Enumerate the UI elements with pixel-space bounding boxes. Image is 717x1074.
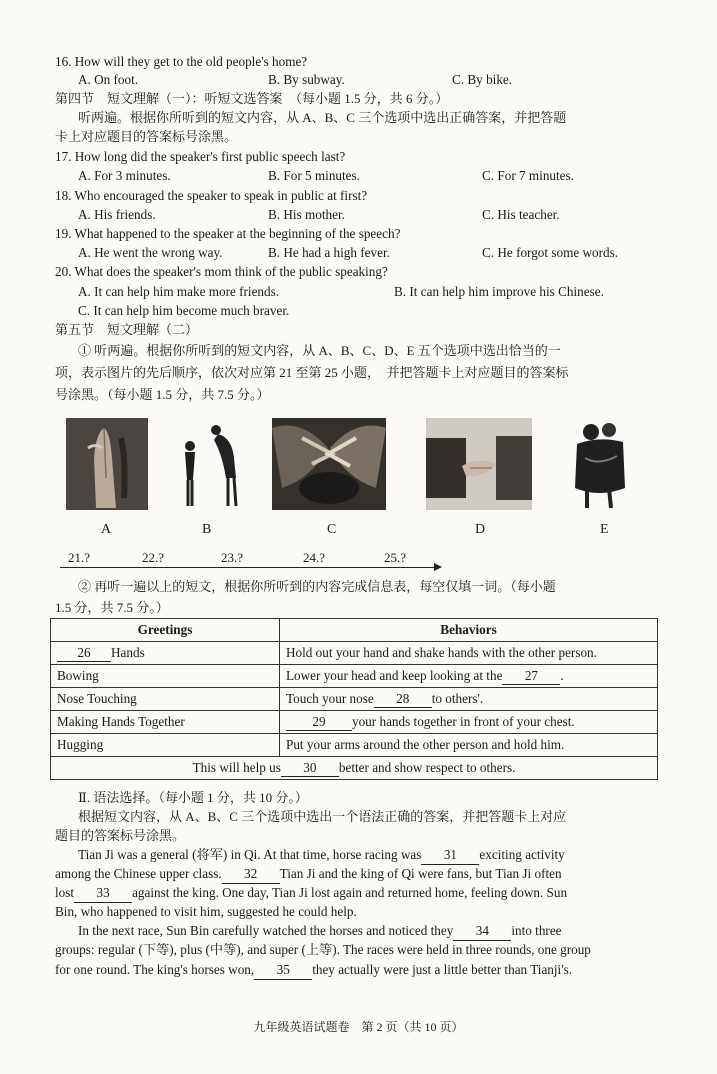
- question-17-option-a[interactable]: A. For 3 minutes.: [78, 168, 171, 183]
- greeting-cell: Bowing: [51, 665, 280, 688]
- section-4-title: 第四节 短文理解（一）：听短文选答案 （每小题 1.5 分，共 6 分。）: [55, 91, 449, 106]
- question-19-option-a[interactable]: A. He went the wrong way.: [78, 245, 223, 260]
- sequence-24[interactable]: 24.?: [303, 550, 326, 565]
- blank-30[interactable]: 30: [281, 760, 339, 777]
- table-header-row: [51, 619, 658, 642]
- picture-a-hands-together: [66, 418, 148, 510]
- greeting-cell: Making Hands Together: [51, 711, 280, 734]
- question-18-stem: 18. Who encouraged the speaker to speak in public at first?: [55, 188, 368, 203]
- behavior-cell: Hold out your hand and shake hands with the other person.: [280, 642, 658, 665]
- blank-31[interactable]: 31: [421, 846, 479, 865]
- behavior-text: Touch your nose: [286, 690, 374, 706]
- picture-b-bowing: [170, 418, 252, 510]
- blank-28[interactable]: 28: [374, 691, 432, 708]
- info-table: [50, 618, 658, 780]
- behavior-text-end: .: [560, 667, 564, 683]
- footer-text-end: better and show respect to others.: [338, 759, 516, 775]
- section-ii-title: Ⅱ. 语法选择。（每小题 1 分，共 10 分。）: [78, 790, 308, 805]
- sequence-arrow-head-icon: [434, 563, 442, 571]
- passage-text: for one round. The king's horses won,: [55, 962, 255, 977]
- passage-text: into three: [511, 923, 562, 938]
- greeting-cell: [51, 642, 280, 665]
- question-17-option-c[interactable]: C. For 7 minutes.: [482, 168, 574, 183]
- picture-label-e: E: [600, 522, 609, 537]
- passage-text: they actually were just a little better than Tianji's.: [312, 962, 573, 977]
- blank-27[interactable]: 27: [502, 668, 560, 685]
- section-5-instruction-2: 项，表示图片的先后顺序，依次对应第 21 至第 25 小题， 并把答题卡上对应题目的答案标: [55, 365, 569, 380]
- passage-line-7: [55, 961, 572, 980]
- passage-text: lost: [55, 885, 75, 900]
- table-row: [51, 642, 658, 665]
- question-16-option-c[interactable]: C. By bike.: [452, 72, 513, 87]
- question-18-option-c[interactable]: C. His teacher.: [482, 207, 560, 222]
- greeting-cell: Nose Touching: [51, 688, 280, 711]
- question-20-option-b[interactable]: B. It can help him improve his Chinese.: [394, 284, 604, 299]
- behavior-cell: [280, 711, 658, 734]
- passage-line-3: [55, 884, 567, 903]
- question-16-option-b[interactable]: B. By subway.: [268, 72, 345, 87]
- table-row: [51, 688, 658, 711]
- blank-32[interactable]: 32: [222, 865, 280, 884]
- sequence-25[interactable]: 25.?: [384, 550, 407, 565]
- blank-29[interactable]: 29: [286, 714, 352, 731]
- blank-33[interactable]: 33: [74, 884, 132, 903]
- question-20-option-c[interactable]: C. It can help him become much braver.: [78, 303, 290, 318]
- footer-text: This will help us: [192, 759, 281, 775]
- picture-c-nose-touching: [272, 418, 386, 510]
- picture-label-d: D: [475, 522, 486, 537]
- section-ii-instruction: 根据短文内容，从 A、B、C 三个选项中选出一个语法正确的答案，并把答题卡上对应: [78, 809, 567, 824]
- section-5-title: 第五节 短文理解（二）: [55, 322, 199, 337]
- section-4-instruction: 听两遍。根据你所听到的短文内容，从 A、B、C 三个选项中选出正确答案，并把答题: [78, 110, 567, 125]
- sequence-23[interactable]: 23.?: [221, 550, 244, 565]
- blank-34[interactable]: 34: [453, 922, 511, 941]
- question-17-option-b[interactable]: B. For 5 minutes.: [268, 168, 360, 183]
- part-2-instruction-1: ② 再听一遍以上的短文，根据你所听到的内容完成信息表，每空仅填一词。（每小题: [78, 579, 556, 594]
- question-20-stem: 20. What does the speaker's mom think of the public speaking?: [55, 264, 388, 279]
- passage-text: among the Chinese upper class.: [55, 866, 222, 881]
- question-16-option-a[interactable]: A. On foot.: [78, 72, 139, 87]
- page-footer: 九年级英语试题卷 第 2 页（共 10 页）: [253, 1020, 464, 1034]
- passage-text: In the next race, Sun Bin carefully watched the horses and noticed they: [78, 923, 454, 938]
- section-5-instruction-1: ① 听两遍。根据你所听到的短文内容，从 A、B、C、D、E 五个选项中选出恰当的一: [78, 343, 561, 358]
- question-16-stem: 16. How will they get to the old people's home?: [55, 54, 308, 69]
- behavior-cell: [280, 665, 658, 688]
- question-19-option-b[interactable]: B. He had a high fever.: [268, 245, 390, 260]
- part-2-instruction-2: 1.5 分，共 7.5 分。）: [55, 600, 169, 615]
- question-18-option-a[interactable]: A. His friends.: [78, 207, 156, 222]
- question-17-stem: 17. How long did the speaker's first public speech last?: [55, 149, 346, 164]
- picture-label-b: B: [202, 522, 212, 537]
- table-row: [51, 711, 658, 734]
- passage-text: against the king. One day, Tian Ji lost again and returned home, feeling down. Sun: [132, 885, 568, 900]
- passage-text: exciting activity: [479, 847, 565, 862]
- behavior-text: Lower your head and keep looking at the: [286, 667, 503, 683]
- sequence-21[interactable]: 21.?: [68, 550, 91, 565]
- behavior-text-end: to others'.: [431, 690, 484, 706]
- section-5-instruction-3: 号涂黑。（每小题 1.5 分，共 7.5 分。）: [55, 387, 270, 402]
- sequence-arrow-line: [60, 567, 438, 568]
- sequence-22[interactable]: 22.?: [142, 550, 165, 565]
- question-19-option-c[interactable]: C. He forgot some words.: [482, 245, 619, 260]
- question-20-option-a[interactable]: A. It can help him make more friends.: [78, 284, 280, 299]
- passage-line-6: groups: regular (下等), plus (中等), and super (上等). The races were held in three rounds, one group: [55, 942, 591, 957]
- passage-line-5: [78, 922, 562, 941]
- behavior-text-end: your hands together in front of your chest.: [352, 713, 575, 729]
- picture-label-c: C: [327, 522, 337, 537]
- question-19-stem: 19. What happened to the speaker at the beginning of the speech?: [55, 226, 401, 241]
- section-ii-instruction-cont: 题目的答案标号涂黑。: [55, 828, 186, 843]
- table-row: [51, 665, 658, 688]
- table-footer-cell: [51, 757, 658, 780]
- blank-26[interactable]: 26: [57, 645, 111, 662]
- picture-label-a: A: [101, 522, 112, 537]
- greeting-text: Hands: [111, 644, 145, 660]
- table-row: [51, 734, 658, 757]
- blank-35[interactable]: 35: [254, 961, 312, 980]
- behavior-cell: [280, 688, 658, 711]
- table-footer-row: [51, 757, 658, 780]
- behavior-cell: Put your arms around the other person and hold him.: [280, 734, 658, 757]
- passage-line-1: [78, 846, 565, 865]
- picture-e-hugging: [565, 418, 635, 510]
- passage-text: Tian Ji and the king of Qi were fans, but Tian Ji often: [279, 866, 562, 881]
- header-behaviors: Behaviors: [280, 619, 658, 642]
- greeting-cell: Hugging: [51, 734, 280, 757]
- picture-d-handshake: [426, 418, 532, 510]
- passage-text: Tian Ji was a general (将军) in Qi. At that time, horse racing was: [78, 847, 422, 862]
- passage-line-4: Bin, who happened to visit him, suggested he could help.: [55, 904, 357, 919]
- section-4-instruction-cont: 卡上对应题目的答案标号涂黑。: [55, 129, 238, 144]
- passage-line-2: [55, 865, 562, 884]
- question-18-option-b[interactable]: B. His mother.: [268, 207, 345, 222]
- header-greetings: Greetings: [51, 619, 280, 642]
